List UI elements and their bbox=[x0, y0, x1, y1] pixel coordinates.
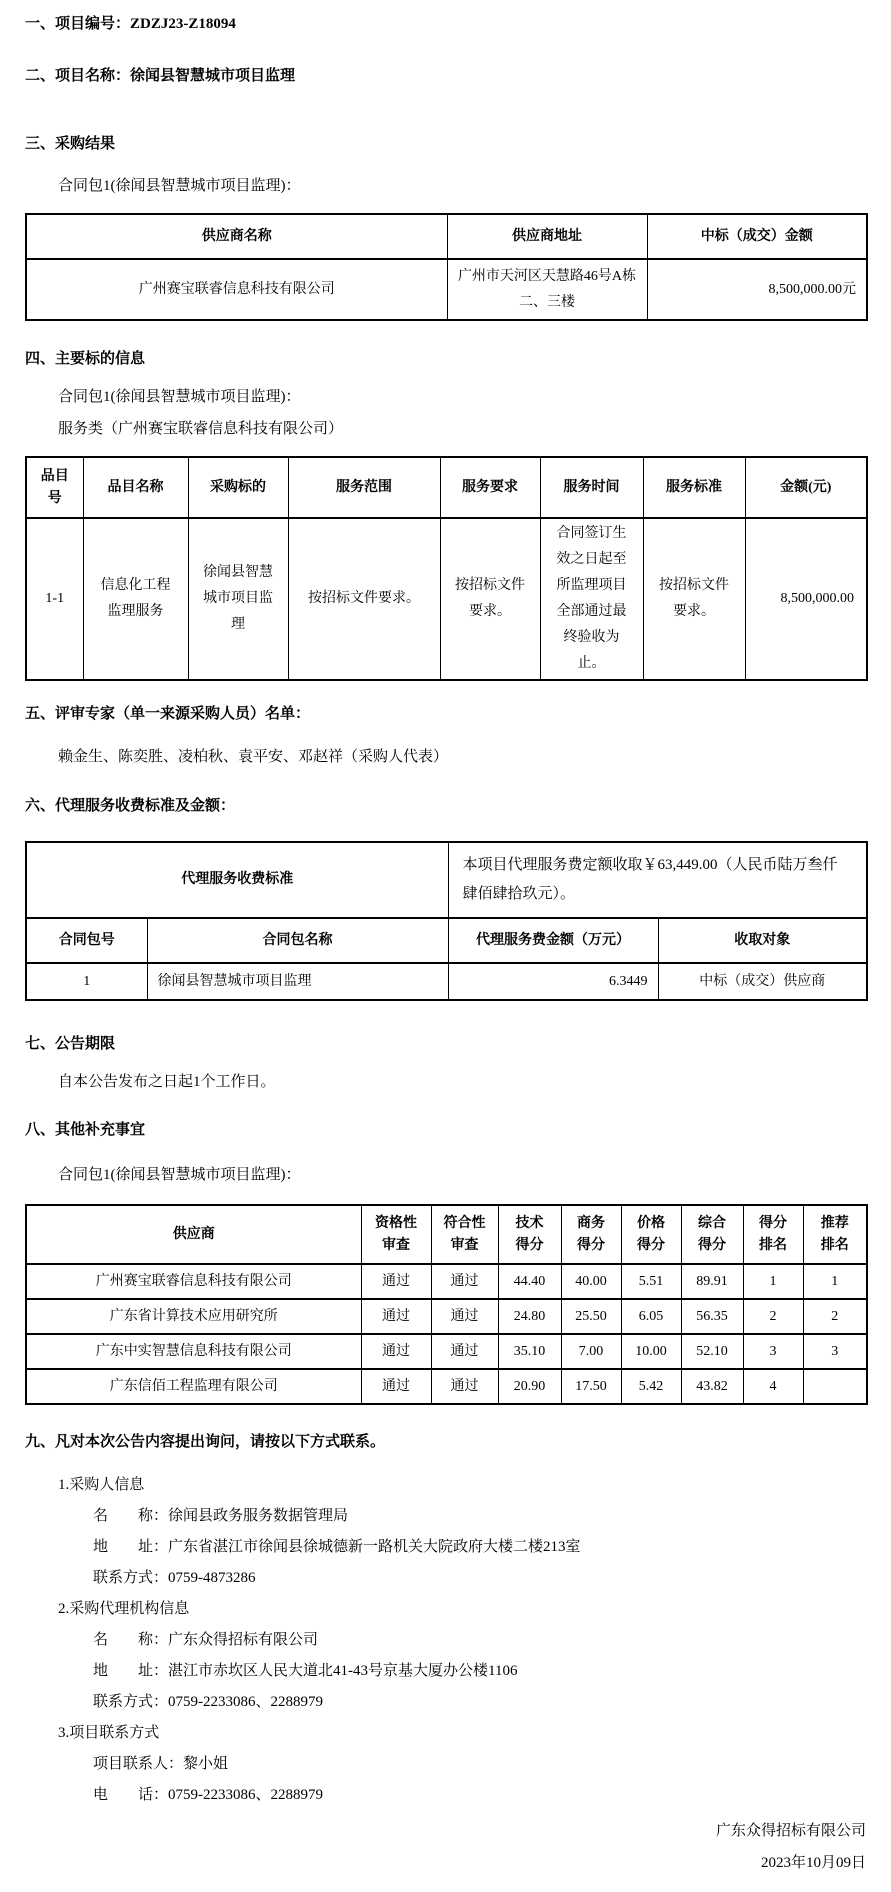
fee-standard-text-cell: 本项目代理服务费定额收取￥63,449.00（人民币陆万叁仟肆佰肆拾玖元）。 bbox=[448, 842, 867, 918]
price-score-cell: 5.51 bbox=[621, 1264, 681, 1299]
col-header-service-requirement: 服务要求 bbox=[440, 457, 540, 518]
section-contact-title: 九、凡对本次公告内容提出询问，请按以下方式联系。 bbox=[25, 1434, 386, 1450]
agency-fee-table bbox=[25, 841, 868, 1001]
total-score-cell: 43.82 bbox=[681, 1369, 743, 1404]
col-header-item-no: 品目号 bbox=[26, 457, 83, 518]
table-header-row bbox=[26, 918, 867, 963]
recommend-rank-cell: 2 bbox=[803, 1299, 867, 1334]
project-contact-person: 项目联系人：黎小姐 bbox=[93, 1756, 229, 1772]
technical-score-cell: 20.90 bbox=[498, 1369, 561, 1404]
supplier-cell: 广州赛宝联睿信息科技有限公司 bbox=[26, 1264, 361, 1299]
total-score-cell: 52.10 bbox=[681, 1334, 743, 1369]
col-header-service-standard: 服务标准 bbox=[643, 457, 745, 518]
section-agency-fee-title: 六、代理服务收费标准及金额： bbox=[25, 798, 236, 814]
item-no-cell: 1-1 bbox=[26, 518, 83, 680]
qualification-cell: 通过 bbox=[361, 1369, 431, 1404]
service-time-cell: 合同签订生效之日起至所监理项目全部通过最终验收为止。 bbox=[540, 518, 643, 680]
supplier-address-cell: 广州市天河区天慧路46号A栋二、三楼 bbox=[447, 259, 647, 320]
score-rank-cell: 1 bbox=[743, 1264, 803, 1299]
col-header-technical-score: 技术得分 bbox=[498, 1205, 561, 1264]
supplier-name-cell: 广州赛宝联睿信息科技有限公司 bbox=[26, 259, 447, 320]
col-header-item-name: 品目名称 bbox=[83, 457, 188, 518]
agency-info-heading: 2.采购代理机构信息 bbox=[58, 1601, 190, 1617]
purchaser-name: 名 称：徐闻县政务服务数据管理局 bbox=[93, 1508, 349, 1524]
section-project-name: 二、项目名称：徐闻县智慧城市项目监理 bbox=[25, 68, 296, 84]
total-score-cell: 56.35 bbox=[681, 1299, 743, 1334]
price-score-cell: 5.42 bbox=[621, 1369, 681, 1404]
agency-address: 地 址：湛江市赤坎区人民大道北41-43号京基大厦办公楼1106 bbox=[93, 1663, 518, 1679]
qualification-cell: 通过 bbox=[361, 1334, 431, 1369]
business-score-cell: 25.50 bbox=[561, 1299, 621, 1334]
qualification-cell: 通过 bbox=[361, 1264, 431, 1299]
technical-score-cell: 44.40 bbox=[498, 1264, 561, 1299]
purchaser-info-heading: 1.采购人信息 bbox=[58, 1477, 145, 1493]
procurement-result-package-label: 合同包1(徐闻县智慧城市项目监理)： bbox=[58, 178, 301, 194]
col-header-award-amount: 中标（成交）金额 bbox=[647, 214, 867, 259]
price-score-cell: 6.05 bbox=[621, 1299, 681, 1334]
purchaser-contact: 联系方式：0759-4873286 bbox=[93, 1570, 256, 1586]
business-score-cell: 40.00 bbox=[561, 1264, 621, 1299]
total-score-cell: 89.91 bbox=[681, 1264, 743, 1299]
supplier-cell: 广东省计算技术应用研究所 bbox=[26, 1299, 361, 1334]
procurement-subject-cell: 徐闻县智慧城市项目监理 bbox=[188, 518, 288, 680]
table-row bbox=[26, 1334, 867, 1369]
qualification-cell: 通过 bbox=[361, 1299, 431, 1334]
award-amount-cell: 8,500,000.00元 bbox=[647, 259, 867, 320]
score-rank-cell: 2 bbox=[743, 1299, 803, 1334]
notice-period-body: 自本公告发布之日起1个工作日。 bbox=[58, 1074, 276, 1090]
section-main-subject-title: 四、主要标的信息 bbox=[25, 351, 146, 367]
agency-contact: 联系方式：0759-2233086、2288979 bbox=[93, 1694, 323, 1710]
col-header-supplier-address: 供应商地址 bbox=[447, 214, 647, 259]
amount-cell: 8,500,000.00 bbox=[745, 518, 867, 680]
col-header-total-score: 综合得分 bbox=[681, 1205, 743, 1264]
main-subject-package-label: 合同包1(徐闻县智慧城市项目监理)： bbox=[58, 389, 301, 405]
technical-score-cell: 24.80 bbox=[498, 1299, 561, 1334]
fee-standard-label-cell: 代理服务收费标准 bbox=[26, 842, 448, 918]
package-name-cell: 徐闻县智慧城市项目监理 bbox=[147, 963, 448, 1000]
purchaser-address: 地 址：广东省湛江市徐闻县徐城德新一路机关大院政府大楼二楼213室 bbox=[93, 1539, 581, 1555]
table-row bbox=[26, 1299, 867, 1334]
conformity-cell: 通过 bbox=[431, 1299, 498, 1334]
procurement-result-table bbox=[25, 213, 868, 321]
supplier-cell: 广东中实智慧信息科技有限公司 bbox=[26, 1334, 361, 1369]
col-header-conformity-review: 符合性审查 bbox=[431, 1205, 498, 1264]
evaluation-score-table bbox=[25, 1204, 868, 1405]
conformity-cell: 通过 bbox=[431, 1264, 498, 1299]
score-rank-cell: 3 bbox=[743, 1334, 803, 1369]
col-header-price-score: 价格得分 bbox=[621, 1205, 681, 1264]
supplementary-package-label: 合同包1(徐闻县智慧城市项目监理)： bbox=[58, 1167, 301, 1183]
col-header-package-no: 合同包号 bbox=[26, 918, 147, 963]
col-header-procurement-subject: 采购标的 bbox=[188, 457, 288, 518]
section-notice-period-title: 七、公告期限 bbox=[25, 1036, 116, 1052]
footer-agency-signature: 广东众得招标有限公司 bbox=[715, 1823, 866, 1839]
table-row bbox=[26, 963, 867, 1000]
conformity-cell: 通过 bbox=[431, 1334, 498, 1369]
technical-score-cell: 35.10 bbox=[498, 1334, 561, 1369]
section-supplementary-title: 八、其他补充事宜 bbox=[25, 1122, 146, 1138]
table-header-row bbox=[26, 214, 867, 259]
recommend-rank-cell bbox=[803, 1369, 867, 1404]
business-score-cell: 17.50 bbox=[561, 1369, 621, 1404]
table-row bbox=[26, 518, 867, 680]
table-header-row bbox=[26, 1205, 867, 1264]
service-requirement-cell: 按招标文件要求。 bbox=[440, 518, 540, 680]
service-standard-cell: 按招标文件要求。 bbox=[643, 518, 745, 680]
main-subject-table bbox=[25, 456, 868, 681]
footer-date: 2023年10月09日 bbox=[760, 1855, 866, 1871]
col-header-amount: 金额(元) bbox=[745, 457, 867, 518]
col-header-package-name: 合同包名称 bbox=[147, 918, 448, 963]
recommend-rank-cell: 1 bbox=[803, 1264, 867, 1299]
col-header-supplier-name: 供应商名称 bbox=[26, 214, 447, 259]
experts-list: 赖金生、陈奕胜、凌柏秋、袁平安、邓赵祥（采购人代表） bbox=[58, 749, 449, 765]
col-header-service-time: 服务时间 bbox=[540, 457, 643, 518]
agency-name: 名 称：广东众得招标有限公司 bbox=[93, 1632, 319, 1648]
project-contact-phone: 电 话：0759-2233086、2288979 bbox=[93, 1787, 323, 1803]
fee-amount-cell: 6.3449 bbox=[448, 963, 658, 1000]
col-header-fee-payer: 收取对象 bbox=[658, 918, 867, 963]
col-header-qualification-review: 资格性审查 bbox=[361, 1205, 431, 1264]
recommend-rank-cell: 3 bbox=[803, 1334, 867, 1369]
fee-standard-row bbox=[26, 842, 867, 918]
main-subject-category-label: 服务类（广州赛宝联睿信息科技有限公司） bbox=[58, 421, 344, 437]
table-row bbox=[26, 1369, 867, 1404]
col-header-service-scope: 服务范围 bbox=[288, 457, 440, 518]
col-header-score-rank: 得分排名 bbox=[743, 1205, 803, 1264]
price-score-cell: 10.00 bbox=[621, 1334, 681, 1369]
col-header-business-score: 商务得分 bbox=[561, 1205, 621, 1264]
conformity-cell: 通过 bbox=[431, 1369, 498, 1404]
score-rank-cell: 4 bbox=[743, 1369, 803, 1404]
project-contact-heading: 3.项目联系方式 bbox=[58, 1725, 160, 1741]
package-no-cell: 1 bbox=[26, 963, 147, 1000]
table-row bbox=[26, 259, 867, 320]
service-scope-cell: 按招标文件要求。 bbox=[288, 518, 440, 680]
table-row bbox=[26, 1264, 867, 1299]
col-header-fee-amount: 代理服务费金额（万元） bbox=[448, 918, 658, 963]
col-header-recommend-rank: 推荐排名 bbox=[803, 1205, 867, 1264]
table-header-row bbox=[26, 457, 867, 518]
section-project-number: 一、项目编号：ZDZJ23-Z18094 bbox=[25, 16, 236, 32]
supplier-cell: 广东信佰工程监理有限公司 bbox=[26, 1369, 361, 1404]
fee-payer-cell: 中标（成交）供应商 bbox=[658, 963, 867, 1000]
col-header-supplier: 供应商 bbox=[26, 1205, 361, 1264]
section-procurement-result-title: 三、采购结果 bbox=[25, 136, 116, 152]
section-experts-title: 五、评审专家（单一来源采购人员）名单： bbox=[25, 706, 311, 722]
item-name-cell: 信息化工程监理服务 bbox=[83, 518, 188, 680]
business-score-cell: 7.00 bbox=[561, 1334, 621, 1369]
